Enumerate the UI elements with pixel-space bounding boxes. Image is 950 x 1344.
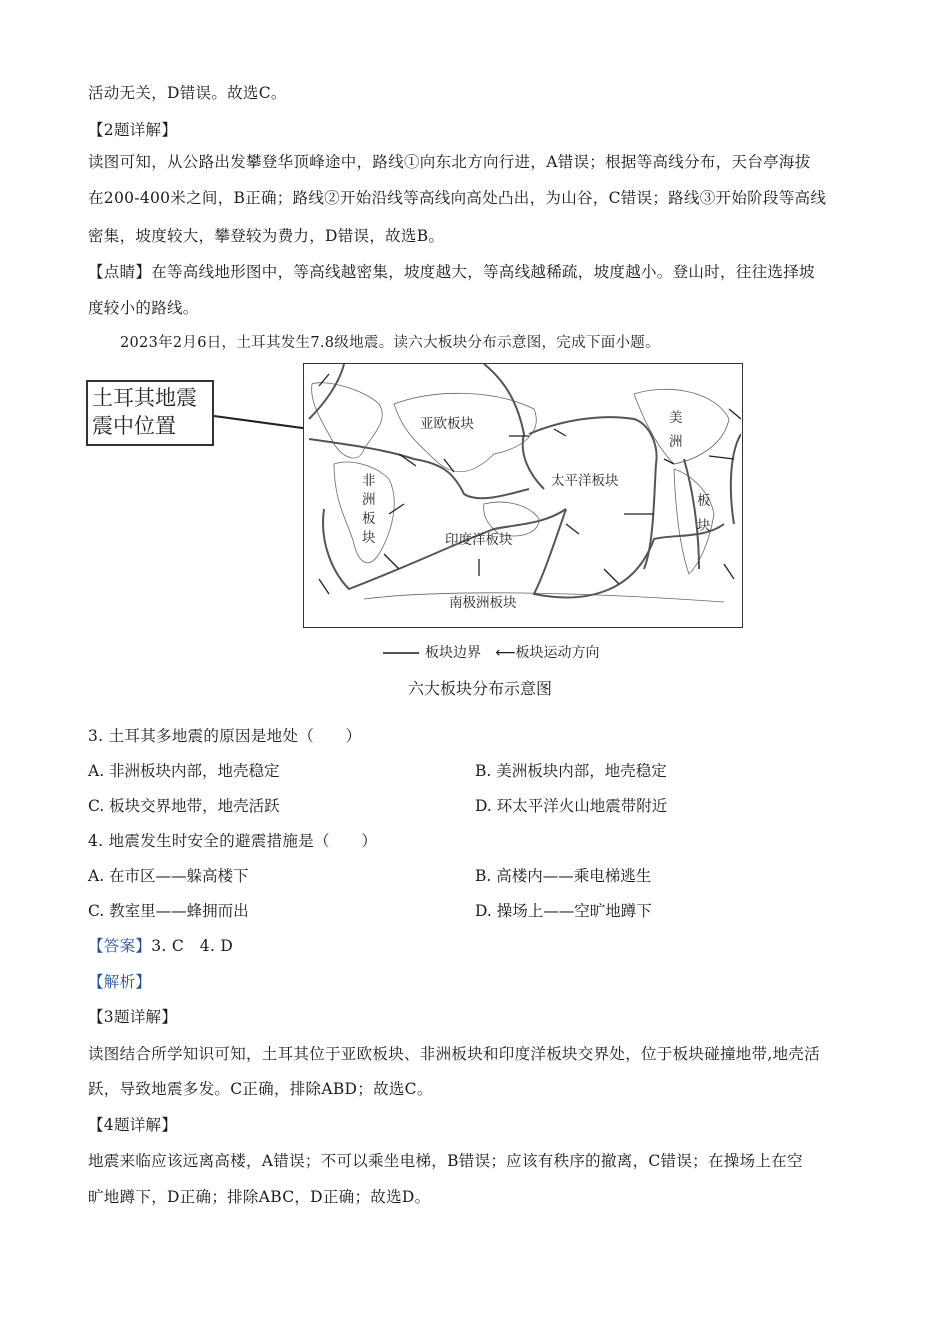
text-line: 密集，坡度较大，攀登较为费力，D错误，故选B。 — [88, 227, 445, 245]
text-line: 旷地蹲下，D正确；排除ABC，D正确；故选D。 — [88, 1188, 431, 1206]
option-a: A. 非洲板块内部，地壳稳定 — [88, 762, 280, 780]
text-line: 活动无关，D错误。故选C。 — [88, 84, 287, 102]
label-american-plate: 块 — [697, 518, 711, 534]
text-line: 地震来临应该远离高楼，A错误；不可以乘坐电梯，B错误；应该有秩序的撤离，C错误；在操场上在空 — [88, 1152, 803, 1170]
section-heading: 【4题详解】 — [88, 1116, 178, 1134]
answer-label: 【答案】 — [88, 937, 152, 955]
antarctica-outline — [364, 593, 724, 602]
option-b: B. 美洲板块内部，地壳稳定 — [475, 762, 667, 780]
plate-boundary — [323, 509, 566, 589]
legend-boundary-line — [383, 652, 419, 654]
label-indian-plate: 印度洋板块 — [445, 532, 513, 548]
option-b: B. 高楼内——乘电梯逃生 — [475, 867, 652, 885]
callout-line: 土耳其地震 — [92, 386, 197, 410]
section-heading: 【3题详解】 — [88, 1008, 178, 1026]
map-legend — [383, 642, 600, 662]
label-african-plate: 非 — [362, 473, 376, 489]
plate-boundary — [309, 364, 344, 419]
label-eurasian-plate: 亚欧板块 — [420, 416, 474, 432]
option-d: D. 环太平洋火山地震带附近 — [475, 797, 668, 815]
figure-caption: 六大板块分布示意图 — [408, 679, 553, 698]
plate-map-figure — [86, 360, 746, 665]
label-african-plate: 洲 — [362, 492, 376, 508]
option-a: A. 在市区——躲高楼下 — [88, 867, 249, 885]
option-d: D. 操场上——空旷地蹲下 — [475, 902, 652, 920]
europe-outline — [312, 383, 383, 458]
text-line: 度较小的路线。 — [88, 299, 199, 317]
answer-line — [88, 936, 233, 956]
label-african-plate: 块 — [362, 530, 376, 546]
question-stem: 3. 土耳其多地震的原因是地处（ ） — [88, 727, 362, 745]
text-line: 跃，导致地震多发。C正确，排除ABD；故选C。 — [88, 1080, 433, 1098]
text-line: 读图可知，从公路出发攀登华顶峰途中，路线①向东北方向行进，A错误；根据等高线分布，天台亭海拔 — [88, 153, 811, 171]
plate-boundary — [731, 434, 741, 524]
legend-boundary-label: 板块边界 — [425, 645, 481, 661]
plate-boundary — [529, 417, 657, 569]
legend-arrow-icon: ⟵ — [495, 645, 516, 661]
label-american-plate: 板 — [697, 493, 711, 509]
label-pacific-plate: 太平洋板块 — [551, 473, 619, 489]
answer-text: 3. C 4. D — [151, 937, 234, 955]
north-america-outline — [634, 389, 729, 464]
question-stem: 4. 地震发生时安全的避震措施是（ ） — [88, 832, 378, 850]
label-american-plate: 美 — [669, 410, 683, 426]
option-c: C. 教室里——蜂拥而出 — [88, 902, 249, 920]
label-african-plate: 板 — [362, 511, 376, 527]
tip-line: 【点睛】在等高线地形图中，等高线越密集，坡度越大，等高线越稀疏，坡度越小。登山时，往往选择坡 — [88, 263, 815, 281]
text-line: 读图结合所学知识可知，土耳其位于亚欧板块、非洲板块和印度洋板块交界处，位于板块碰撞地带,地壳活 — [88, 1045, 821, 1063]
question-intro: 2023年2月6日，土耳其发生7.8级地震。读六大板块分布示意图，完成下面小题。 — [120, 335, 660, 351]
world-map — [303, 363, 743, 628]
callout-line: 震中位置 — [92, 414, 176, 438]
section-heading: 【2题详解】 — [88, 121, 178, 139]
label-antarctic-plate: 南极洲板块 — [449, 595, 517, 611]
text-line: 在200-400米之间，B正确；路线②开始沿线等高线向高处凸出，为山谷，C错误；路线③开始阶段等高线 — [88, 189, 827, 207]
option-c: C. 板块交界地带，地壳活跃 — [88, 797, 280, 815]
analysis-label: 【解析】 — [88, 973, 152, 991]
legend-motion-label: 板块运动方向 — [515, 645, 600, 661]
plate-boundary — [309, 439, 529, 498]
label-american-plate: 洲 — [669, 434, 683, 450]
